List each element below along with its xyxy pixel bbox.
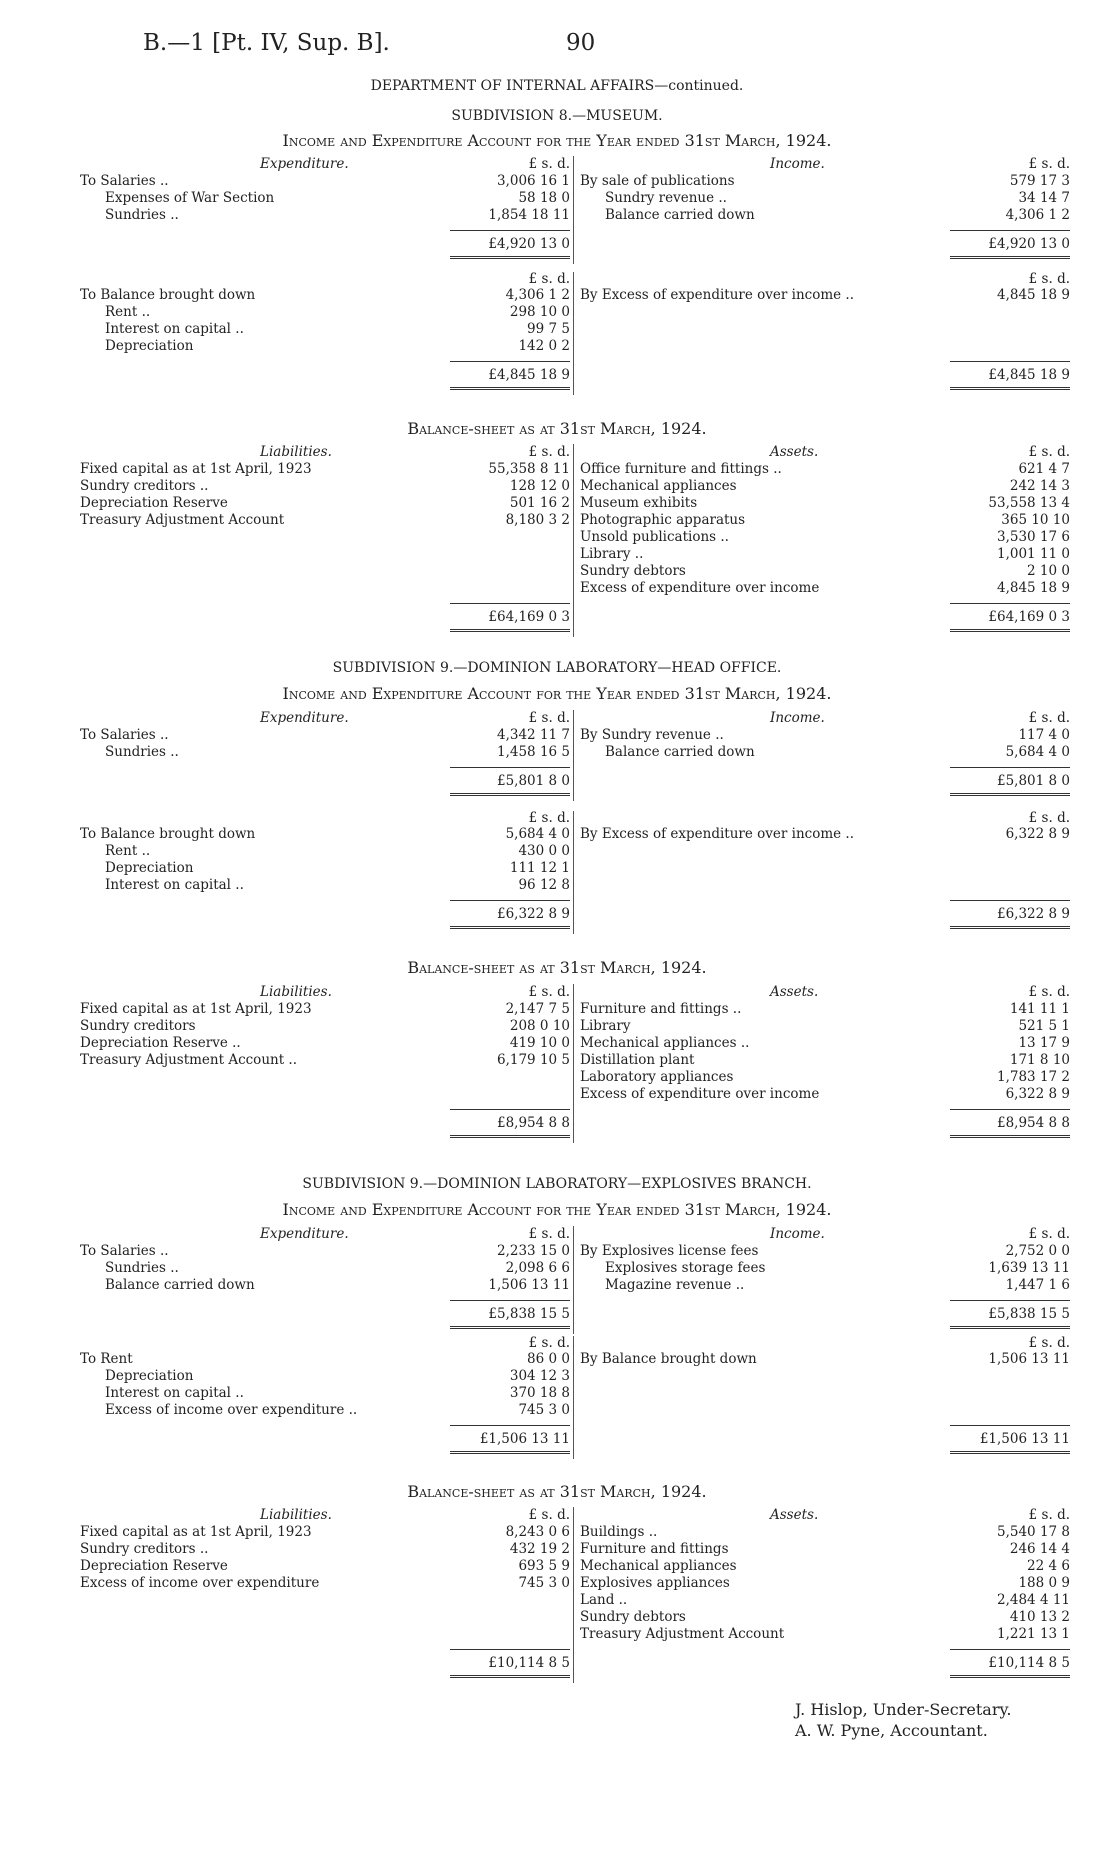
ledger-row-label: By Excess of expenditure over income .. [580, 826, 855, 842]
ledger-row-label: To Rent [80, 1351, 133, 1367]
ledger-row-label: Excess of expenditure over income [580, 580, 820, 596]
ledger-row-amount: 188 0 9 [1018, 1575, 1070, 1591]
total-amount: £6,322 8 9 [950, 900, 1070, 927]
ledger-row-label: Laboratory appliances [580, 1069, 734, 1085]
account-block [70, 444, 1070, 637]
ledger-row [80, 1243, 570, 1260]
ledger-row-amount: 365 10 10 [1001, 512, 1070, 528]
ledger-row-label: Excess of expenditure over income [580, 1086, 820, 1102]
balance-sheet-title: Balance-sheet as at 31st March, 1924. [407, 419, 707, 438]
ledger-row-amount: 501 16 2 [509, 495, 570, 511]
ledger-row [580, 478, 1070, 495]
ledger-row [80, 860, 570, 877]
ledger-row-amount: 8,180 3 2 [505, 512, 570, 528]
ledger-row-label: Expenses of War Section [105, 190, 275, 206]
column-divider [573, 1507, 574, 1683]
ledger-row [580, 1558, 1070, 1575]
ledger-row-amount: 5,540 17 8 [997, 1524, 1070, 1540]
column-divider [573, 811, 574, 934]
right-column [580, 1226, 1070, 1326]
ledger-row-label: Library .. [580, 546, 644, 562]
account-block [70, 156, 1070, 264]
ledger-row [580, 826, 1070, 843]
lsd-heading: £ s. d. [1028, 1335, 1070, 1351]
total-amount: £10,114 8 5 [950, 1649, 1070, 1676]
account-block [70, 710, 1070, 801]
right-column [580, 1507, 1070, 1675]
ledger-row-label: Sundry creditors [80, 1018, 196, 1034]
ledger-row [580, 461, 1070, 478]
lsd-heading: £ s. d. [528, 984, 570, 1000]
ledger-row-label: Sundry revenue .. [605, 190, 727, 206]
total-amount: £8,954 8 8 [450, 1109, 570, 1136]
ledger-row [80, 1351, 570, 1368]
ledger-row-label: Museum exhibits [580, 495, 698, 511]
ledger-row-amount: 1,854 18 11 [488, 207, 570, 223]
ledger-row [80, 877, 570, 894]
total-amount: £6,322 8 9 [450, 900, 570, 927]
ledger-row [580, 287, 1070, 304]
ledger-row-label: Balance carried down [605, 744, 755, 760]
ledger-row-amount: 6,322 8 9 [1005, 826, 1070, 842]
ledger-row-amount: 5,684 4 0 [505, 826, 570, 842]
ledger-row-label: To Salaries .. [80, 173, 169, 189]
column-divider [573, 156, 574, 264]
ledger-row-label: Balance carried down [605, 207, 755, 223]
ledger-row [580, 1609, 1070, 1626]
ledger-row-amount: 2,484 4 11 [997, 1592, 1070, 1608]
right-column [580, 984, 1070, 1135]
ledger-row-amount: 4,306 1 2 [505, 287, 570, 303]
ledger-row [80, 478, 570, 495]
ledger-row-amount: 2 10 0 [1027, 563, 1070, 579]
ledger-row-label: Mechanical appliances [580, 1558, 737, 1574]
ledger-row-label: By Balance brought down [580, 1351, 757, 1367]
ledger-row-amount: 99 7 5 [527, 321, 570, 337]
income-expenditure-title: Income and Expenditure Account for the Year ended 31st March, 1924. [282, 131, 832, 150]
lsd-heading: £ s. d. [1028, 810, 1070, 826]
column-heading: Liabilities. [260, 444, 332, 460]
department-title: DEPARTMENT OF INTERNAL AFFAIRS—continued. [370, 78, 744, 94]
ledger-row-label: Sundry debtors [580, 1609, 686, 1625]
ledger-row-amount: 430 0 0 [518, 843, 570, 859]
ledger-row [580, 1277, 1070, 1294]
ledger-row-label: Furniture and fittings [580, 1541, 729, 1557]
signature-accountant: A. W. Pyne, Accountant. [795, 1721, 988, 1740]
ledger-row-amount: 745 3 0 [518, 1575, 570, 1591]
lsd-heading: £ s. d. [528, 810, 570, 826]
ledger-row-amount: 171 8 10 [1009, 1052, 1070, 1068]
ledger-row-label: Depreciation [105, 1368, 194, 1384]
ledger-row [80, 1524, 570, 1541]
ledger-row-amount: 1,447 1 6 [1005, 1277, 1070, 1293]
ledger-row [580, 512, 1070, 529]
ledger-row [580, 546, 1070, 563]
ledger-row-label: Interest on capital .. [105, 321, 244, 337]
total-amount: £64,169 0 3 [950, 603, 1070, 630]
ledger-row-amount: 4,342 11 7 [497, 727, 570, 743]
ledger-row [580, 580, 1070, 597]
left-column [80, 156, 570, 256]
lsd-heading: £ s. d. [528, 710, 570, 726]
ledger-row [580, 1351, 1070, 1368]
column-heading: Assets. [770, 444, 819, 460]
ledger-row [80, 1018, 570, 1035]
right-column [580, 811, 1070, 926]
ledger-row-label: Interest on capital .. [105, 877, 244, 893]
ledger-row [80, 843, 570, 860]
ledger-row [580, 727, 1070, 744]
ledger-row-amount: 4,306 1 2 [1005, 207, 1070, 223]
total-amount: £5,838 15 5 [950, 1300, 1070, 1327]
ledger-row [80, 495, 570, 512]
ledger-row [80, 727, 570, 744]
ledger-row-amount: 8,243 0 6 [505, 1524, 570, 1540]
subdivision-title: SUBDIVISION 8.—MUSEUM. [451, 108, 663, 124]
ledger-row-label: By Explosives license fees [580, 1243, 759, 1259]
lsd-heading: £ s. d. [528, 156, 570, 172]
column-heading: Expenditure. [260, 156, 349, 172]
lsd-heading: £ s. d. [528, 1507, 570, 1523]
ledger-row [80, 1052, 570, 1069]
ledger-row-amount: 1,221 13 1 [997, 1626, 1070, 1642]
column-heading: Expenditure. [260, 710, 349, 726]
ledger-row [80, 190, 570, 207]
account-block [70, 1226, 1070, 1334]
ledger-row [580, 1035, 1070, 1052]
lsd-heading: £ s. d. [528, 271, 570, 287]
ledger-row-label: Sundry creditors .. [80, 478, 209, 494]
ledger-row [580, 495, 1070, 512]
column-divider [573, 272, 574, 395]
ledger-row-amount: 745 3 0 [518, 1402, 570, 1418]
ledger-row-amount: 1,458 16 5 [497, 744, 570, 760]
ledger-row [80, 1260, 570, 1277]
ledger-row [80, 287, 570, 304]
ledger-row [580, 1626, 1070, 1643]
ledger-row-amount: 53,558 13 4 [988, 495, 1070, 511]
account-block [70, 272, 1070, 395]
ledger-row-label: Mechanical appliances .. [580, 1035, 750, 1051]
ledger-row-label: Distillation plant [580, 1052, 695, 1068]
column-divider [573, 444, 574, 637]
signature-under-secretary: J. Hislop, Under-Secretary. [795, 1700, 1012, 1719]
account-block [70, 1336, 1070, 1459]
ledger-row-amount: 58 18 0 [518, 190, 570, 206]
ledger-row-label: Treasury Adjustment Account [580, 1626, 785, 1642]
ledger-row-label: Rent .. [105, 843, 151, 859]
account-block [70, 984, 1070, 1143]
account-block [70, 1507, 1070, 1683]
ledger-row [580, 1052, 1070, 1069]
ledger-row-amount: 111 12 1 [509, 860, 570, 876]
total-amount: £8,954 8 8 [950, 1109, 1070, 1136]
ledger-row-amount: 6,322 8 9 [1005, 1086, 1070, 1102]
lsd-heading: £ s. d. [528, 444, 570, 460]
ledger-row-label: Sundries .. [105, 207, 179, 223]
total-amount: £4,845 18 9 [450, 361, 570, 388]
ledger-row-label: Rent .. [105, 304, 151, 320]
ledger-row [580, 1575, 1070, 1592]
ledger-row [80, 304, 570, 321]
ledger-row-amount: 432 19 2 [509, 1541, 570, 1557]
ledger-row [80, 744, 570, 761]
total-amount: £1,506 13 11 [950, 1425, 1070, 1452]
column-heading: Assets. [770, 1507, 819, 1523]
ledger-row-label: Sundry debtors [580, 563, 686, 579]
left-column [80, 1336, 570, 1451]
ledger-row-label: Interest on capital .. [105, 1385, 244, 1401]
ledger-row-amount: 5,684 4 0 [1005, 744, 1070, 760]
ledger-row [80, 1001, 570, 1018]
ledger-row [580, 1069, 1070, 1086]
ledger-row-amount: 3,006 16 1 [497, 173, 570, 189]
ledger-row [80, 321, 570, 338]
ledger-row [580, 744, 1070, 761]
lsd-heading: £ s. d. [1028, 1507, 1070, 1523]
ledger-row-label: Mechanical appliances [580, 478, 737, 494]
ledger-row-amount: 1,506 13 11 [988, 1351, 1070, 1367]
ledger-row-label: Treasury Adjustment Account [80, 512, 285, 528]
ledger-row [80, 461, 570, 478]
left-column [80, 1226, 570, 1326]
ledger-row-amount: 22 4 6 [1027, 1558, 1070, 1574]
lsd-heading: £ s. d. [1028, 1226, 1070, 1242]
ledger-row-label: Explosives storage fees [605, 1260, 766, 1276]
ledger-row-amount: 55,358 8 11 [488, 461, 570, 477]
column-divider [573, 984, 574, 1143]
ledger-row-label: Magazine revenue .. [605, 1277, 745, 1293]
column-heading: Income. [770, 710, 825, 726]
ledger-row-label: Sundries .. [105, 744, 179, 760]
total-amount: £10,114 8 5 [450, 1649, 570, 1676]
ledger-row-amount: 2,752 0 0 [1005, 1243, 1070, 1259]
ledger-row-amount: 304 12 3 [509, 1368, 570, 1384]
ledger-row-label: To Balance brought down [80, 287, 256, 303]
ledger-row [580, 173, 1070, 190]
ledger-row-amount: 4,845 18 9 [997, 287, 1070, 303]
ledger-row-amount: 3,530 17 6 [997, 529, 1070, 545]
ledger-row [80, 1558, 570, 1575]
total-amount: £1,506 13 11 [450, 1425, 570, 1452]
ledger-row-label: Excess of income over expenditure [80, 1575, 320, 1591]
total-amount: £5,838 15 5 [450, 1300, 570, 1327]
balance-sheet-title: Balance-sheet as at 31st March, 1924. [407, 1482, 707, 1501]
ledger-row [580, 1243, 1070, 1260]
ledger-row [580, 563, 1070, 580]
left-column [80, 811, 570, 926]
ledger-row-amount: 1,001 11 0 [997, 546, 1070, 562]
lsd-heading: £ s. d. [1028, 984, 1070, 1000]
page-number: 90 [566, 30, 596, 56]
column-heading: Liabilities. [260, 1507, 332, 1523]
ledger-row-label: Depreciation Reserve [80, 495, 228, 511]
lsd-heading: £ s. d. [1028, 444, 1070, 460]
ledger-row-label: Treasury Adjustment Account .. [80, 1052, 298, 1068]
right-column [580, 444, 1070, 629]
column-heading: Expenditure. [260, 1226, 349, 1242]
ledger-row-amount: 34 14 7 [1018, 190, 1070, 206]
ledger-row-label: Balance carried down [105, 1277, 255, 1293]
left-column [80, 444, 570, 629]
lsd-heading: £ s. d. [1028, 156, 1070, 172]
total-amount: £4,845 18 9 [950, 361, 1070, 388]
ledger-row-label: Explosives appliances [580, 1575, 730, 1591]
ledger-row [80, 1277, 570, 1294]
ledger-row [80, 1402, 570, 1419]
ledger-row [80, 1035, 570, 1052]
ledger-row-amount: 370 18 8 [509, 1385, 570, 1401]
subdivision-title: SUBDIVISION 9.—DOMINION LABORATORY—EXPLOSIVES BRANCH. [302, 1176, 812, 1192]
ledger-row-amount: 86 0 0 [527, 1351, 570, 1367]
ledger-row [580, 1260, 1070, 1277]
ledger-row [80, 1541, 570, 1558]
ledger-row-label: Excess of income over expenditure .. [105, 1402, 358, 1418]
right-column [580, 156, 1070, 256]
ledger-row [580, 1086, 1070, 1103]
ledger-row-amount: 2,233 15 0 [497, 1243, 570, 1259]
ledger-row-label: To Salaries .. [80, 1243, 169, 1259]
ledger-row-amount: 1,783 17 2 [997, 1069, 1070, 1085]
column-divider [573, 710, 574, 801]
ledger-row-amount: 4,845 18 9 [997, 580, 1070, 596]
ledger-row-amount: 1,639 13 11 [988, 1260, 1070, 1276]
ledger-row [580, 1524, 1070, 1541]
income-expenditure-title: Income and Expenditure Account for the Year ended 31st March, 1924. [282, 684, 832, 703]
ledger-row-label: Depreciation Reserve [80, 1558, 228, 1574]
ledger-row-label: Depreciation Reserve .. [80, 1035, 241, 1051]
ledger-row-amount: 579 17 3 [1009, 173, 1070, 189]
ledger-row-amount: 1,506 13 11 [488, 1277, 570, 1293]
total-amount: £4,920 13 0 [950, 230, 1070, 257]
ledger-row-label: Buildings .. [580, 1524, 658, 1540]
ledger-row-amount: 521 5 1 [1018, 1018, 1070, 1034]
ledger-row-label: To Balance brought down [80, 826, 256, 842]
ledger-row-amount: 208 0 10 [509, 1018, 570, 1034]
left-column [80, 984, 570, 1135]
ledger-row [580, 1001, 1070, 1018]
ledger-row [580, 207, 1070, 224]
ledger-row-label: Office furniture and fittings .. [580, 461, 782, 477]
income-expenditure-title: Income and Expenditure Account for the Year ended 31st March, 1924. [282, 1200, 832, 1219]
subdivision-title: SUBDIVISION 9.—DOMINION LABORATORY—HEAD OFFICE. [332, 660, 782, 676]
ledger-row-amount: 96 12 8 [518, 877, 570, 893]
ledger-row [580, 1592, 1070, 1609]
left-column [80, 710, 570, 793]
column-heading: Assets. [770, 984, 819, 1000]
ledger-row [580, 529, 1070, 546]
page-header-reference: B.—1 [Pt. IV, Sup. B]. [143, 30, 390, 56]
ledger-row [80, 1575, 570, 1592]
total-amount: £5,801 8 0 [450, 767, 570, 794]
ledger-row [80, 826, 570, 843]
ledger-row-amount: 117 4 0 [1018, 727, 1070, 743]
ledger-row-amount: 13 17 9 [1018, 1035, 1070, 1051]
ledger-row-amount: 142 0 2 [518, 338, 570, 354]
ledger-row-amount: 298 10 0 [509, 304, 570, 320]
ledger-row [580, 1541, 1070, 1558]
column-heading: Liabilities. [260, 984, 332, 1000]
ledger-row-label: Fixed capital as at 1st April, 1923 [80, 1001, 312, 1017]
lsd-heading: £ s. d. [528, 1335, 570, 1351]
ledger-row-label: Furniture and fittings .. [580, 1001, 742, 1017]
right-column [580, 272, 1070, 387]
ledger-row-label: Depreciation [105, 338, 194, 354]
ledger-row [80, 173, 570, 190]
total-amount: £64,169 0 3 [450, 603, 570, 630]
ledger-row [580, 190, 1070, 207]
right-column [580, 1336, 1070, 1451]
ledger-row-amount: 621 4 7 [1018, 461, 1070, 477]
ledger-row [580, 1018, 1070, 1035]
ledger-row-amount: 693 5 9 [518, 1558, 570, 1574]
ledger-row-amount: 128 12 0 [509, 478, 570, 494]
ledger-row-label: Fixed capital as at 1st April, 1923 [80, 1524, 312, 1540]
right-column [580, 710, 1070, 793]
ledger-row-label: Sundry creditors .. [80, 1541, 209, 1557]
column-divider [573, 1336, 574, 1459]
ledger-row-label: Library [580, 1018, 631, 1034]
column-divider [573, 1226, 574, 1334]
ledger-row-label: Depreciation [105, 860, 194, 876]
lsd-heading: £ s. d. [528, 1226, 570, 1242]
lsd-heading: £ s. d. [1028, 271, 1070, 287]
total-amount: £4,920 13 0 [450, 230, 570, 257]
left-column [80, 272, 570, 387]
ledger-row-label: Photographic apparatus [580, 512, 746, 528]
ledger-row [80, 1385, 570, 1402]
ledger-row-amount: 2,147 7 5 [505, 1001, 570, 1017]
balance-sheet-title: Balance-sheet as at 31st March, 1924. [407, 958, 707, 977]
total-amount: £5,801 8 0 [950, 767, 1070, 794]
ledger-row [80, 1368, 570, 1385]
column-heading: Income. [770, 156, 825, 172]
ledger-row-amount: 410 13 2 [1009, 1609, 1070, 1625]
ledger-row-amount: 6,179 10 5 [497, 1052, 570, 1068]
ledger-row [80, 338, 570, 355]
lsd-heading: £ s. d. [1028, 710, 1070, 726]
ledger-row [80, 207, 570, 224]
ledger-row-label: Land .. [580, 1592, 628, 1608]
ledger-row-label: By Excess of expenditure over income .. [580, 287, 855, 303]
ledger-row-label: By sale of publications [580, 173, 735, 189]
ledger-row-label: Fixed capital as at 1st April, 1923 [80, 461, 312, 477]
ledger-row-amount: 246 14 4 [1009, 1541, 1070, 1557]
ledger-row-label: Unsold publications .. [580, 529, 729, 545]
ledger-row-amount: 242 14 3 [1009, 478, 1070, 494]
account-block [70, 811, 1070, 934]
ledger-row-amount: 141 11 1 [1009, 1001, 1070, 1017]
ledger-row [80, 512, 570, 529]
ledger-row-amount: 2,098 6 6 [505, 1260, 570, 1276]
ledger-row-amount: 419 10 0 [509, 1035, 570, 1051]
ledger-row-label: To Salaries .. [80, 727, 169, 743]
left-column [80, 1507, 570, 1675]
ledger-row-label: Sundries .. [105, 1260, 179, 1276]
column-heading: Income. [770, 1226, 825, 1242]
ledger-row-label: By Sundry revenue .. [580, 727, 724, 743]
